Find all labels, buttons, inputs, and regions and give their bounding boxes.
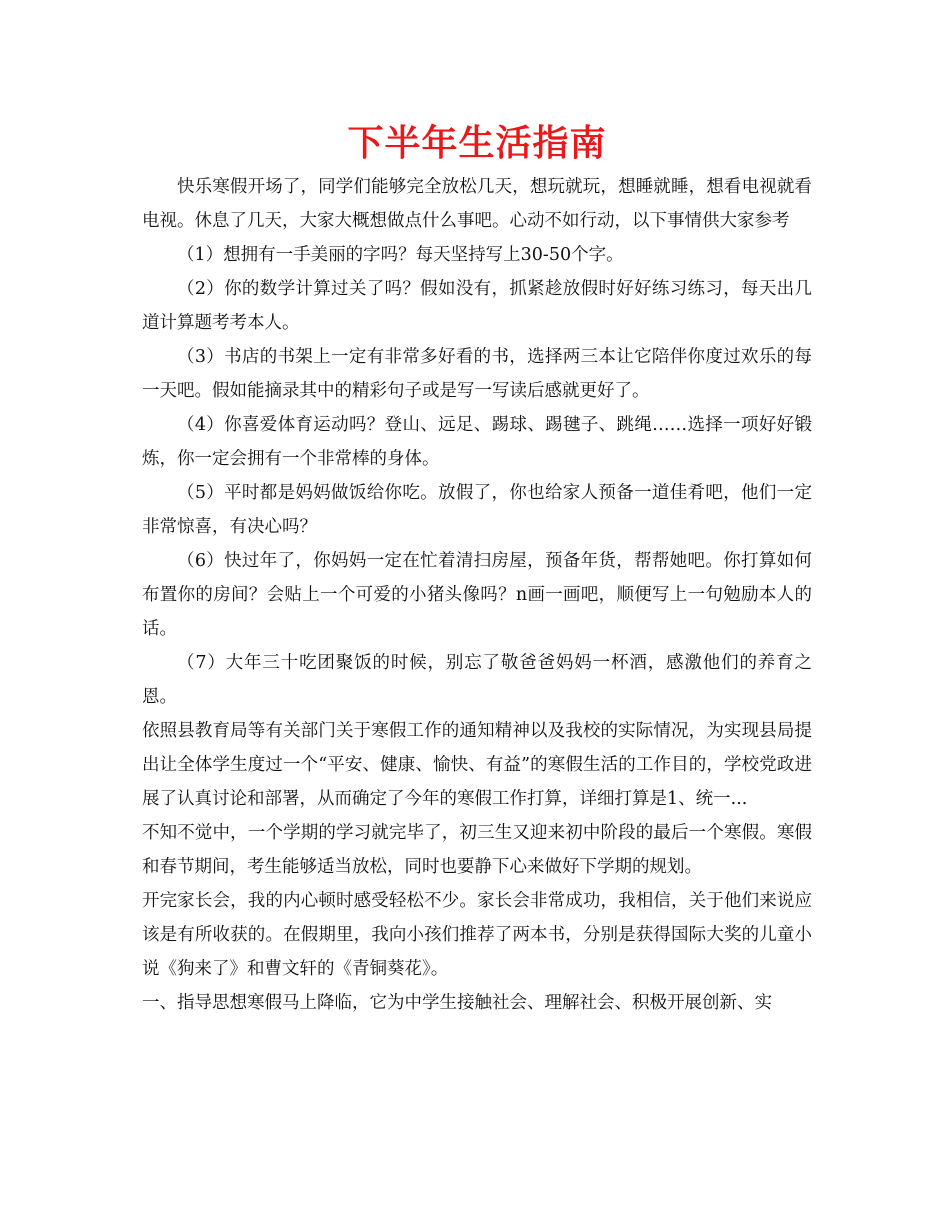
paragraph-1: 快乐寒假开场了，同学们能够完全放松几天，想玩就玩，想睡就睡，想看电视就看电视。休息了几天，大家大概想做点什么事吧。心动不如行动，以下事情供大家参考 xyxy=(142,177,812,231)
document-body xyxy=(142,118,812,1020)
paragraph-2: （1）想拥有一手美丽的字吗？每天坚持写上30-50个字。 xyxy=(177,245,624,265)
paragraph-3: （2）你的数学计算过关了吗？假如没有，抓紧趁放假时好好练习练习，每天出几道计算题考考本人。 xyxy=(142,279,812,333)
paragraph-4: （3）书店的书架上一定有非常多好看的书，选择两三本让它陪伴你度过欢乐的每一天吧。假如能摘录其中的精彩句子或是写一写读后感就更好了。 xyxy=(142,347,812,401)
paragraph-11: 开完家长会，我的内心顿时感受轻松不少。家长会非常成功，我相信，关于他们来说应该是有所收获的。在假期里，我向小孩们推荐了两本书，分别是获得国际大奖的儿童小说《狗来了》和曹文轩的《青铜葵花》。 xyxy=(142,891,812,979)
paragraph-7: （6）快过年了，你妈妈一定在忙着清扫房屋，预备年货，帮帮她吧。你打算如何布置你的房间？会贴上一个可爱的小猪头像吗？n画一画吧，顺便写上一句勉励本人的话。 xyxy=(142,551,812,639)
paragraph-8: （7）大年三十吃团聚饭的时候，别忘了敬爸爸妈妈一杯酒，感激他们的养育之恩。 xyxy=(142,653,812,707)
paragraph-9: 依照县教育局等有关部门关于寒假工作的通知精神以及我校的实际情况，为实现县局提出让全体学生度过一个“平安、健康、愉快、有益”的寒假生活的工作目的，学校党政进展了认真讨论和部署，从而确定了今年的寒假工作打算，详细打算是1、统一... xyxy=(142,721,812,809)
paragraph-12: 一、指导思想寒假马上降临，它为中学生接触社会、理解社会、积极开展创新、实 xyxy=(142,993,772,1013)
paragraph-list xyxy=(142,170,812,1020)
document-title: 下半年生活指南 xyxy=(347,123,607,164)
paragraph-10: 不知不觉中，一个学期的学习就完毕了，初三生又迎来初中阶段的最后一个寒假。寒假和春节期间，考生能够适当放松，同时也要静下心来做好下学期的规划。 xyxy=(142,823,812,877)
paragraph-6: （5）平时都是妈妈做饭给你吃。放假了，你也给家人预备一道佳肴吧，他们一定非常惊喜，有决心吗？ xyxy=(142,483,812,537)
paragraph-5: （4）你喜爱体育运动吗？登山、远足、踢球、踢毽子、跳绳……选择一项好好锻炼，你一定会拥有一个非常棒的身体。 xyxy=(142,415,812,469)
